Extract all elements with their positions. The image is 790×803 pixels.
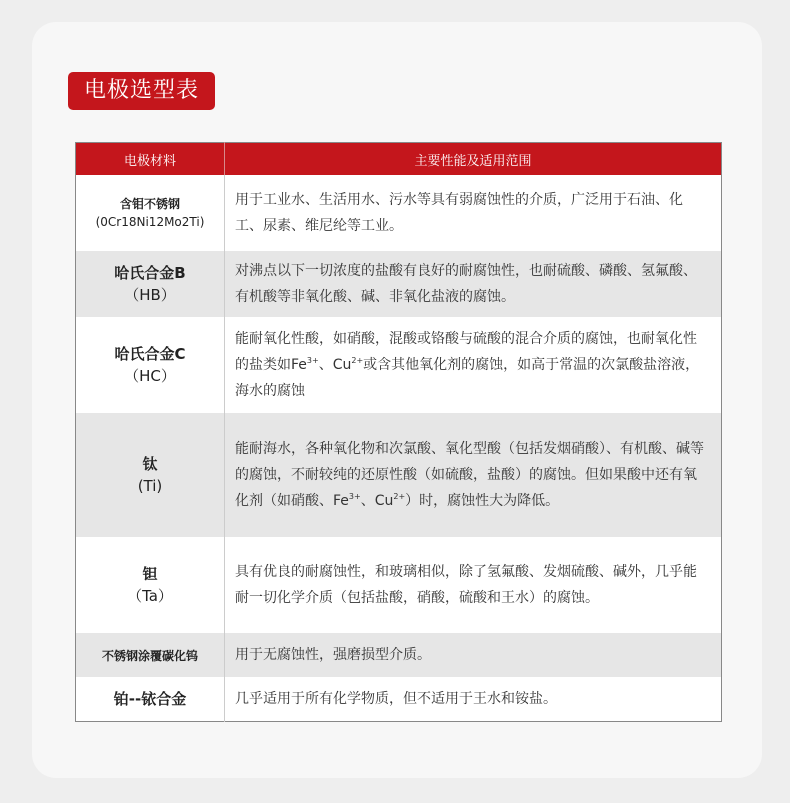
table-header-row <box>76 143 722 176</box>
material-name: 哈氏合金C <box>114 345 186 363</box>
header-material: 电极材料 <box>76 143 225 176</box>
material-name: 含钼不锈钢 <box>119 197 180 211</box>
material-name: 钛 <box>142 455 158 473</box>
material-name: 铂--铱合金 <box>113 690 187 709</box>
material-cell <box>76 175 225 251</box>
material-code: （HC） <box>124 367 176 385</box>
material-name: 钽 <box>142 565 158 583</box>
material-name: 不锈钢涂覆碳化钨 <box>101 648 198 663</box>
table-row <box>76 633 722 677</box>
material-cell <box>76 537 225 633</box>
table-row <box>76 413 722 537</box>
page-title: 电极选型表 <box>68 72 215 110</box>
description-cell: 几乎适用于所有化学物质，但不适用于王水和铵盐。 <box>225 677 722 721</box>
description-cell: 用于工业水、生活用水、污水等具有弱腐蚀性的介质，广泛用于石油、化工、尿素、维尼纶等工业。 <box>225 175 722 251</box>
table-row <box>76 175 722 251</box>
table-row <box>76 251 722 317</box>
material-cell <box>76 633 225 677</box>
header-performance: 主要性能及适用范围 <box>225 143 722 176</box>
description-cell: 具有优良的耐腐蚀性，和玻璃相似，除了氢氟酸、发烟硫酸、碱外，几乎能耐一切化学介质（包括盐酸，硝酸，硫酸和王水）的腐蚀。 <box>225 537 722 633</box>
table-row <box>76 317 722 413</box>
description-cell: 用于无腐蚀性，强磨损型介质。 <box>225 633 722 677</box>
table-row <box>76 537 722 633</box>
material-code: （HB） <box>124 286 176 304</box>
description-cell: 对沸点以下一切浓度的盐酸有良好的耐腐蚀性，也耐硫酸、磷酸、氢氟酸、有机酸等非氧化酸、碱、非氧化盐液的腐蚀。 <box>225 251 722 317</box>
material-cell <box>76 251 225 317</box>
description-cell: 能耐氧化性酸，如硝酸，混酸或铬酸与硫酸的混合介质的腐蚀，也耐氧化性的盐类如$Fe^{3+}$、$Cu^{2+}$或含其他氧化剂的腐蚀，如高于常温的次氯酸盐溶液，海水的腐蚀 <box>225 317 722 413</box>
description-cell: 能耐海水，各种氧化物和次氯酸、氧化型酸（包括发烟硝酸）、有机酸、碱等的腐蚀，不耐较纯的还原性酸（如硫酸，盐酸）的腐蚀。但如果酸中还有氧化剂（如硝酸、$Fe^{3+}$、$Cu^{2+}$）时，腐蚀性大为降低。 <box>225 413 722 537</box>
material-cell <box>76 677 225 721</box>
material-code: （Ta） <box>127 587 173 605</box>
material-code: (0Cr18Ni12Mo2Ti) <box>95 215 205 229</box>
table-row <box>76 677 722 721</box>
electrode-selection-table <box>75 142 722 722</box>
material-cell <box>76 317 225 413</box>
material-name: 哈氏合金B <box>114 264 186 282</box>
material-code: (Ti) <box>137 477 163 495</box>
material-cell <box>76 413 225 537</box>
